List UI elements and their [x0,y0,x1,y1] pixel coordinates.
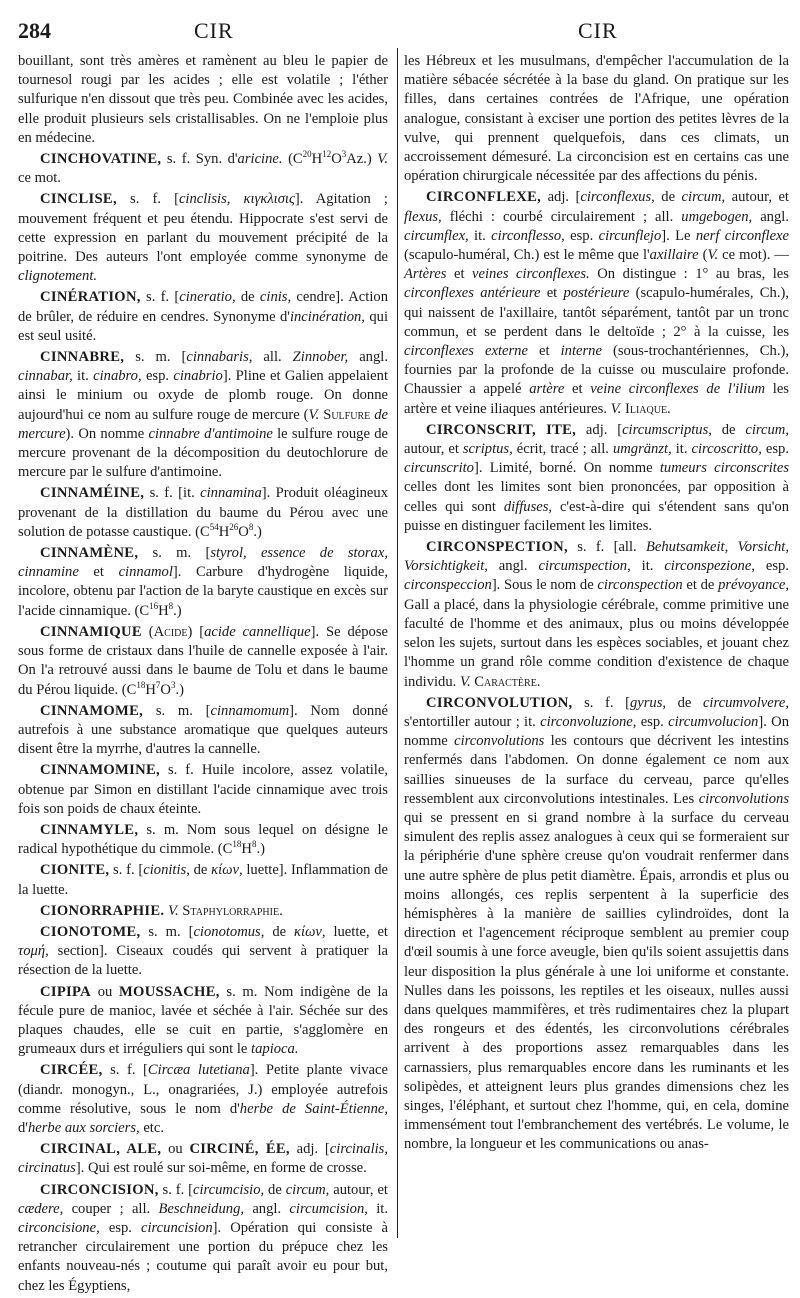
headword: CIONITE, [40,862,110,879]
entry-circoncision: CIRCONCISION, s. f. [circumcisio, de circum, autour, et cædere, couper ; all. Beschneidung, angl. circumcision, it. circoncisione, esp. circuncision]. Opération qui consiste à retrancher circulairement une portion du prépuce chez les enfants nouveau-nés ; coutume qui paraît avoir eu pour but, chez les Égyptiens, [18,1181,388,1294]
entry-circee: CIRCÉE, s. f. [Circæa lutetiana]. Petite plante vivace (diandr. monogyn., L., onagrariées, J.) employée autrefois comme résolutive, sous le nom d'herbe de Saint-Étienne, d'herbe aux sorciers, etc. [18,1062,388,1136]
headword: CIRCONCISION, [40,1181,159,1198]
headword: CINNABRE, [40,349,125,366]
left-column [18,52,388,1298]
entry-cionorraphie: CIONORRAPHIE. V. Staphylorraphie. [40,902,283,919]
column-divider [397,48,398,1238]
headword: CIRCONVOLUTION, [426,694,573,711]
headword: CINCLISE, [40,191,117,208]
headword: CINNAMOME, [40,702,144,719]
entry-cipipa: CIPIPA ou MOUSSACHE, s. m. Nom indigène de la fécule pure de manioc, lavée et séchée à l'air. Séchée sur des plaques chaudes, elle se cuit en partie, s'agglomère en grumeaux durs et irréguliers qui sont le tapioca. [18,983,388,1058]
entry-cinnamomine: CINNAMOMINE, s. f. Huile incolore, assez volatile, obtenue par Simon en distillant l'acide cinnamique avec trois fois son poids de chaux éteinte. [18,762,388,817]
headword: CIONORRAPHIE. [40,902,165,919]
entry-circonspection: CIRCONSPECTION, s. f. [all. Behutsamkeit, Vorsicht, Vorsichtigkeit, angl. circumspection, it. circonspezione, esp. circonspeccion]. Sous le nom de circonspection et de prévoyance, Gall a placé, dans la physiologie cérébrale, comme primitive une faculté de l'homme et des animaux, plus ou moins développée selon les sujets, surtout dans les espèces sociables, et jouant chez l'homme un grand rôle comme condition d'existence de chaque individu. V. Caractère. [404,539,789,690]
headword: CIRCONSCRIT, ITE, [426,421,577,438]
entry-cinnamyle: CINNAMYLE, s. m. Nom sous lequel on désigne le radical hypothétique du cimmole. $(C^{18}H^8.)$ [18,821,388,858]
headword: CINNAMIQUE [40,623,142,640]
entry-cinnamome: CINNAMOME, s. m. [cinnamomum]. Nom donné autrefois à une substance aromatique que quelques auteurs disent être la myrrhe, d'autres la cannelle. [18,702,388,758]
entry-cineration: CINÉRATION, s. f. [cineratio, de cinis, cendre]. Action de brûler, de réduire en cendres. Synonyme d'incinération, qui est seul usité. [18,289,389,344]
entry-cinnameine: CINNAMÉINE, s. f. [it. cinnamina]. Produit oléagineux provenant de la distillation du baume du Pérou avec une solution de potasse caustique. $(C^{54}H^{26}O^8.)$ [18,485,388,540]
entry-continuation: bouillant, sont très amères et ramènent au bleu le papier de tournesol rougi par les acides ; elle est volatile ; l'éther sulfurique n'en dissout que très peu. Combinée avec les acides, elle produit plusieurs sels cristallisables. On ne l'emploie plus en médecine. [18,53,388,146]
headword: CIRCÉE, [40,1062,103,1079]
entry-cinnamene: CINNAMÈNE, s. m. [styrol, essence de storax, cinnamine et cinnamol]. Carbure d'hydrogène liquide, incolore, obtenu par l'action de la baryte caustique en excès sur l'acide cinnamique. $(C^{16}H^8.)$ [18,545,388,619]
entry-cinnabre: CINNABRE, s. m. [cinnabaris, all. Zinnober, angl. cinnabar, it. cinabro, esp. cinabrio]. Pline et Galien appelaient ainsi le minium ou oxyde de plomb rouge. On donne aujourd'hui ce nom au sulfure rouge de mercure (V. Sulfure de mercure). On nomme cinnabre d'antimoine le sulfure rouge de mercure provenant de la décomposition du deutochlorure de mercure par le sulfure d'antimoine. [18,349,388,481]
headword: MOUSSACHE, [118,983,220,1000]
headword: CIPIPA [40,983,91,1000]
entry-cionotome: CIONOTOME, s. m. [cionotomus, de κίων, luette, et τομή, section]. Ciseaux coudés qui servent à pratiquer la résection de la luette. [18,923,388,979]
headword: CINCHOVATINE, [40,151,162,168]
headword: CINNAMYLE, [40,821,139,838]
headword: CINÉRATION, [40,289,141,306]
page-number: 284 [18,18,51,43]
running-head-left: CIR [194,18,234,43]
running-head-right: CIR [578,18,618,43]
headword: CINNAMÉINE, [40,485,145,502]
headword: CIRCONSPECTION, [426,539,568,556]
page-header [18,18,788,48]
entry-continuation: les Hébreux et les musulmans, d'empêcher l'accumulation de la matière sébacée sécrétée à la base du gland. On pratique sur les filles, dans certaines contrées de l'Afrique, une opération analogue, consistant à exciser une portion des petites lèvres de la vulve, qui prennent quelquefois, dans ces climats, un accroissement démesuré. La circoncision est en certains cas une opération chirurgicale nécessitée par des affections du pénis. [404,53,789,185]
headword: CIRCINÉ, ÉE, [189,1141,290,1158]
entry-circinal: CIRCINAL, ALE, ou CIRCINÉ, ÉE, adj. [circinalis, circinatus]. Qui est roulé sur soi-même, en forme de crosse. [18,1141,389,1177]
right-column [404,52,789,1157]
headword: CINNAMÈNE, [40,545,139,562]
headword: CIRCONFLEXE, [426,189,542,206]
entry-cinnamique: CINNAMIQUE (Acide) [acide cannellique]. Se dépose sous forme de cristaux dans l'huile de cannelle exposée à l'air. On l'a retrouvé aussi dans le baume de Tolu et dans le baume du Pérou liquide. $(C^{18}H^7O^3.)$ [18,623,388,698]
headword: CIONOTOME, [40,923,141,940]
entry-cinclise: CINCLISE, s. f. [cinclisis, κιγκλισις]. Agitation ; mouvement fréquent et peu étendu. Hippocrate s'est servi de cette expression en parlant du mouvement précipité de la poitrine. Des auteurs l'ont employée comme synonyme de clignotement. [18,191,388,285]
entry-circonflexe: CIRCONFLEXE, adj. [circonflexus, de circum, autour, et flexus, fléchi : courbé circulairement ; all. umgebogen, angl. circumflex, it. circonflesso, esp. circunflejo]. Le nerf circonflexe (scapulo-huméral, Ch.) est le même que l'axillaire (V. ce mot). — Artères et veines circonflexes. On distingue : 1° au bras, les circonflexes antérieure et postérieure (scapulo-humérales, Ch.), qui naissent de l'axillaire, tantôt séparément, tantôt par un tronc commun, et se perdent dans le deltoïde ; 2° à la cuisse, les circonflexes externe et interne (sous-trochantériennes, Ch.), fournies par la profonde de la cuisse ou musculaire profonde. Chaussier a appelé artère et veine circonflexes de l'ilium les artère et veine iliaques antérieures. V. Iliaque. [404,189,790,417]
headword: CINNAMOMINE, [40,762,160,779]
entry-cionite: CIONITE, s. f. [cionitis, de κίων, luette]. Inflammation de la luette. [18,862,388,898]
entry-circonscrit: CIRCONSCRIT, ITE, adj. [circumscriptus, de circum, autour, et scriptus, écrit, tracé ; all. umgränzt, it. circoscritto, esp. circunscrito]. Limité, borné. On nomme tumeurs circonscrites celles dont les limites sont bien prononcées, par opposition à celles qui sont diffuses, c'est-à-dire qui s'étendent sans qu'on puisse en distinguer facilement les limites. [404,421,790,534]
entry-cinchovatine: CINCHOVATINE, s. f. Syn. d'aricine. $(C^{20}H^{12}O^3Az.)$ V. ce mot. [18,149,388,187]
entry-circonvolution: CIRCONVOLUTION, s. f. [gyrus, de circumvolvere, s'entortiller autour ; it. circonvoluzione, esp. circumvolucion]. On nomme circonvolutions les contours que décrivent les intestins renfermés dans l'abdomen. On donne également ce nom aux saillies sinueuses de la surface du cerveau, parce qu'elles ressemblent aux circonvolutions intestinales. Les circonvolutions qui se pressent en si grand nombre à la surface du cerveau simulent des replis assez analogues à ceux qui se formeraient sur la périphérie d'une sphère creuse qu'on voudrait renfermer dans une autre sphère de plus petit diamètre. Épais, arrondis et plus ou moins allongés, ces replis serpentent à la superficie des hémisphères à la manière de saillies cylindroïdes, dont la direction et l'agencement réciproque semblent au premier coup d'œil soumis à une force aveugle, bien qu'ils soient assujettis dans leur disposition la plus générale à une loi uniforme et constante. Nulles dans les poissons, les reptiles et les oiseaux, nulles aussi dans quelques mammifères, et très rudimentaires chez la plupart des rongeurs et des édentés, les circonvolutions cérébrales arrivent à des proportions assez remarquables dans les carnassiers, plus remarquables encore dans les ruminants et les solipèdes, et atteignent leurs plus grandes dimensions chez les singes, l'éléphant, et surtout chez l'homme, qui, en cela, domine immensément tout l'embranchement des vertébrés. Le volume, le nombre, la longueur et les communications ou anas- [404,694,789,1153]
headword: CIRCINAL, ALE, [40,1141,162,1158]
